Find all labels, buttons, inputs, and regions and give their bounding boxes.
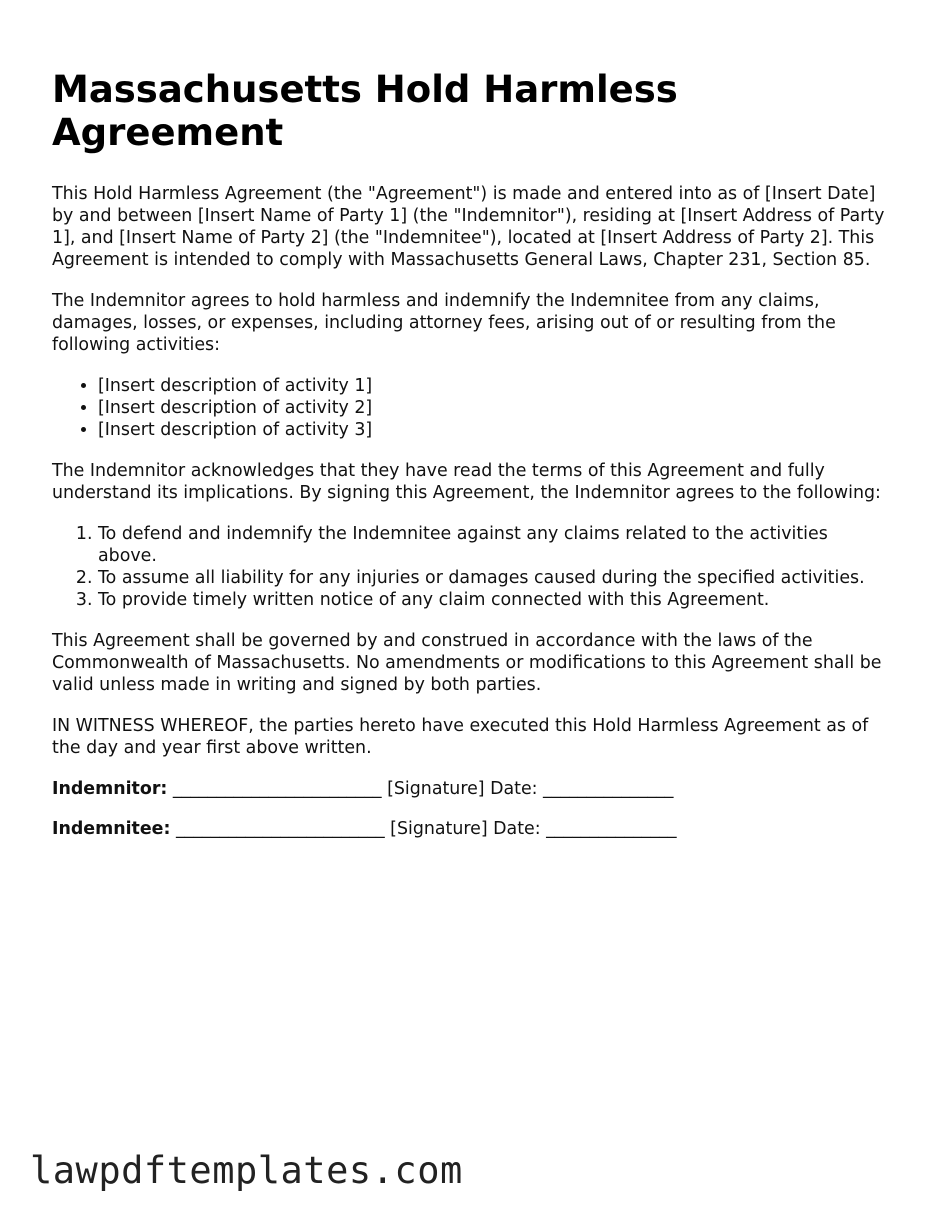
- list-item: 1. To defend and indemnify the Indemnitee against any claims related to the activities above.: [98, 523, 892, 567]
- acknowledgment-paragraph: The Indemnitor acknowledges that they have read the terms of this Agreement and fully understand its implications. By signing this Agreement, the Indemnitor agrees to the following:: [52, 461, 881, 503]
- list-item: • [Insert description of activity 1]: [98, 375, 892, 397]
- activities-list: [52, 375, 892, 441]
- obligations-list: [52, 523, 892, 611]
- watermark-text: lawpdftemplates.com: [30, 1149, 463, 1192]
- document-title: Massachusetts Hold Harmless Agreement: [52, 68, 678, 154]
- indemnitor-signature-fields: ________________________ [Signature] Date: _______________: [172, 779, 674, 799]
- list-item: 2. To assume all liability for any injuries or damages caused during the specified activities.: [98, 567, 892, 589]
- indemnitee-signature-fields: ________________________ [Signature] Date: _______________: [175, 819, 677, 839]
- list-item: • [Insert description of activity 3]: [98, 419, 892, 441]
- agreement-paragraph: The Indemnitor agrees to hold harmless and indemnify the Indemnitee from any claims, damages, losses, or expenses, including attorney fees, arising out of or resulting from the following activities:: [52, 291, 836, 355]
- indemnitor-label: Indemnitor:: [52, 779, 168, 799]
- indemnitor-signature-line: [52, 778, 892, 800]
- witness-paragraph: IN WITNESS WHEREOF, the parties hereto have executed this Hold Harmless Agreement as of the day and year first above written.: [52, 716, 869, 758]
- governing-law-paragraph: This Agreement shall be governed by and construed in accordance with the laws of the Commonwealth of Massachusetts. No amendments or modifications to this Agreement shall be valid unless made in writing and signed by both parties.: [52, 631, 882, 695]
- intro-paragraph: This Hold Harmless Agreement (the "Agreement") is made and entered into as of [Insert Date] by and between [Insert Name of Party 1] (the "Indemnitor"), residing at [Insert Address of Party 1], and [Insert Name of Party 2] (the "Indemnitee"), located at [Insert Address of Party 2]. This Agreement is intended to comply with Massachusetts General Laws, Chapter 231, Section 85.: [52, 184, 885, 270]
- indemnitee-label: Indemnitee:: [52, 819, 171, 839]
- indemnitee-signature-line: [52, 818, 892, 840]
- list-item: • [Insert description of activity 2]: [98, 397, 892, 419]
- list-item: 3. To provide timely written notice of any claim connected with this Agreement.: [98, 589, 892, 611]
- document-page: [52, 68, 892, 858]
